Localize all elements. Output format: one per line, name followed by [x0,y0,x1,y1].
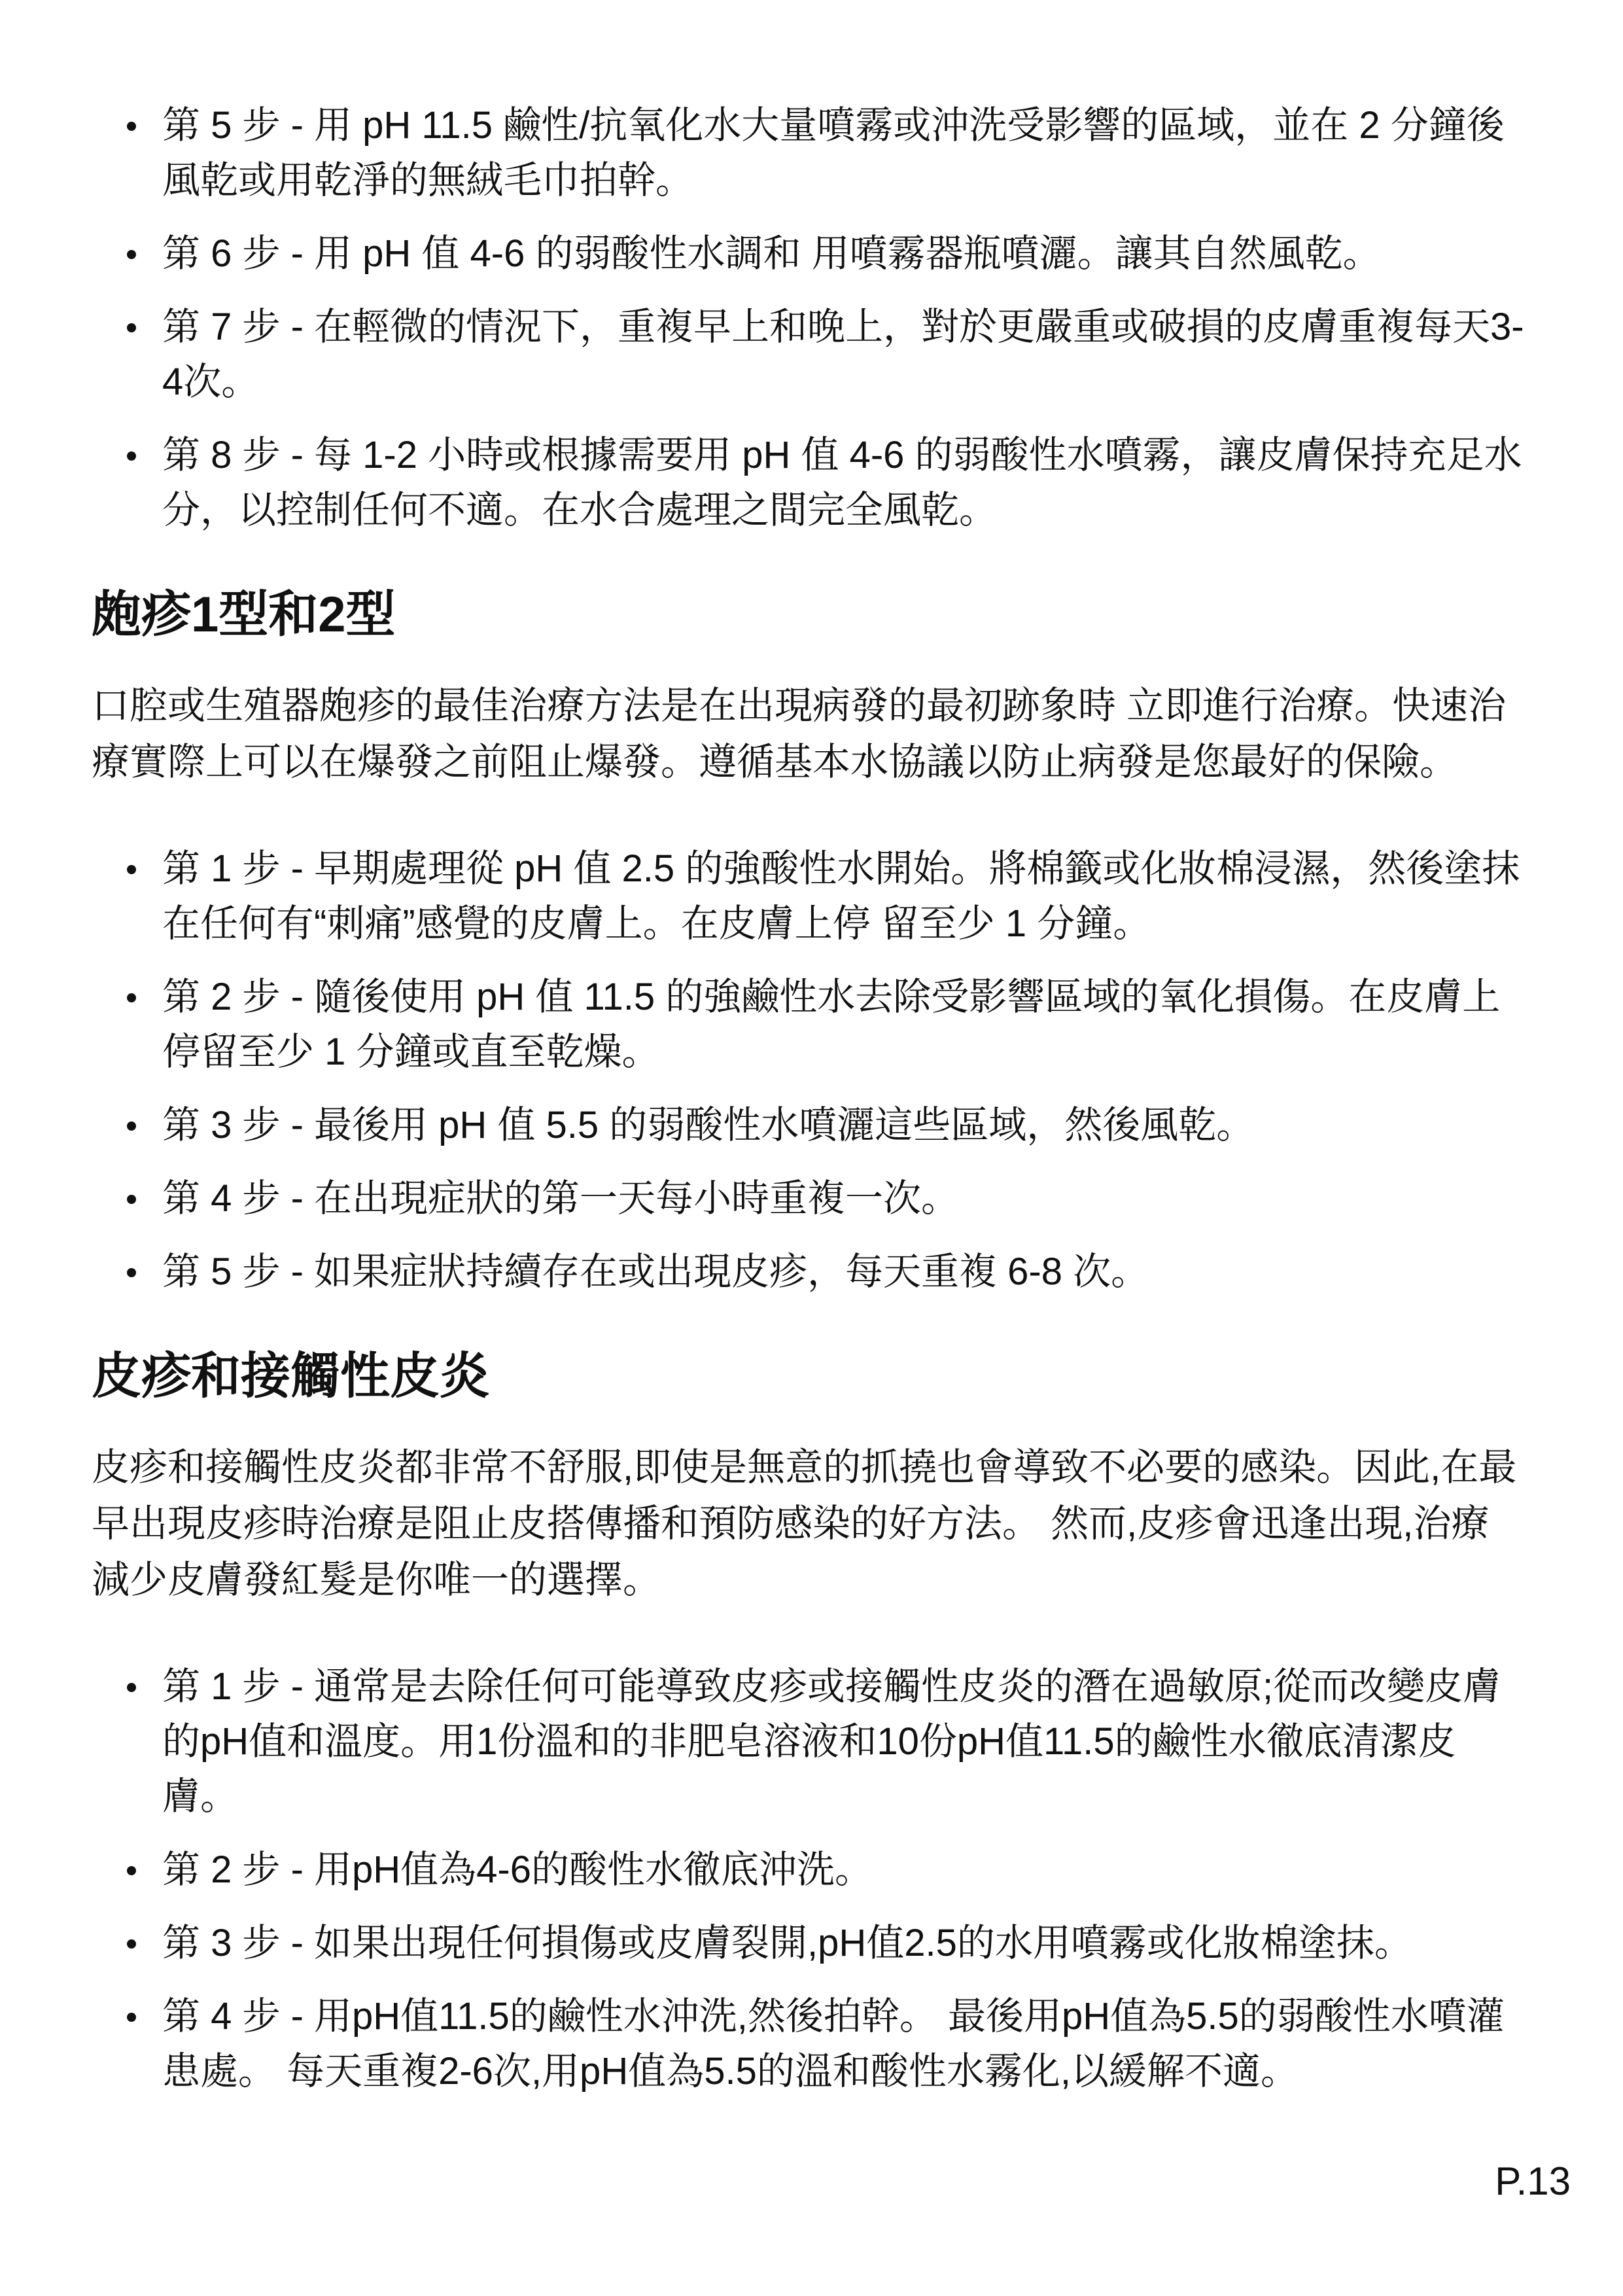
continued-steps-list [92,98,1524,538]
list-item: 第 3 步 - 最後用 pH 值 5.5 的弱酸性水噴灑這些區域，然後風乾。 [92,1098,1524,1153]
list-item: 第 5 步 - 用 pH 11.5 鹼性/抗氧化水大量噴霧或沖洗受影響的區域，並在 2 分鐘後風乾或用乾淨的無絨毛巾拍幹。 [92,98,1524,208]
herpes-steps-list [92,841,1524,1299]
list-item: 第 2 步 - 用pH值為4-6的酸性水徹底沖洗。 [92,1843,1524,1898]
herpes-section-title: 皰疹1型和2型 [92,587,396,643]
list-item: 第 1 步 - 早期處理從 pH 值 2.5 的強酸性水開始。將棉籤或化妝棉浸濕，然後塗抹在任何有“刺痛”感覺的皮膚上。在皮膚上停 留至少 1 分鐘。 [92,841,1524,951]
list-item: 第 4 步 - 用pH值11.5的鹼性水沖洗,然後拍幹。 最後用pH值為5.5的弱酸性水噴灌患處。 每天重複2-6次,用pH值為5.5的溫和酸性水霧化,以緩解不適。 [92,1989,1524,2099]
page-number: P.13 [1495,2159,1571,2203]
rash-section-title: 皮疹和接觸性皮炎 [92,1349,489,1404]
list-item: 第 1 步 - 通常是去除任何可能導致皮疹或接觸性皮炎的潛在過敏原;從而改變皮膚的pH值和溫度。用1份溫和的非肥皂溶液和10份pH值11.5的鹼性水徹底清潔皮膚。 [92,1659,1524,1824]
list-item: 第 6 步 - 用 pH 值 4-6 的弱酸性水調和 用噴霧器瓶噴灑。讓其自然風乾。 [92,226,1524,281]
list-item: 第 4 步 - 在出現症狀的第一天每小時重複一次。 [92,1171,1524,1226]
rash-steps-list [92,1659,1524,2099]
list-item: 第 3 步 - 如果出現任何損傷或皮膚裂開,pH值2.5的水用噴霧或化妝棉塗抹。 [92,1916,1524,1971]
list-item: 第 2 步 - 隨後使用 pH 值 11.5 的強鹼性水去除受影響區域的氧化損傷。在皮膚上停留至少 1 分鐘或直至乾燥。 [92,970,1524,1080]
list-item: 第 8 步 - 每 1-2 小時或根據需要用 pH 值 4-6 的弱酸性水噴霧，讓皮膚保持充足水分，以控制任何不適。在水合處理之間完全風乾。 [92,428,1524,538]
herpes-intro-paragraph: 口腔或生殖器皰疹的最佳治療方法是在出現病發的最初跡象時 立即進行治療。快速治療實際上可以在爆發之前阻止爆發。遵循基本水協議以防止病發是您最好的保險。 [92,684,1507,783]
rash-intro-paragraph: 皮疹和接觸性皮炎都非常不舒服,即使是無意的抓撓也會導致不必要的感染。因此,在最早出現皮疹時治療是阻止皮搭傳播和預防感染的好方法。 然而,皮疹會迅逢出現,治療減少皮膚發紅髮是你唯一的選擇。 [92,1446,1517,1601]
document-page [92,98,1524,2117]
list-item: 第 5 步 - 如果症狀持續存在或出現皮疹，每天重複 6-8 次。 [92,1245,1524,1299]
list-item: 第 7 步 - 在輕微的情況下，重複早上和晚上，對於更嚴重或破損的皮膚重複每天3-4次。 [92,300,1524,410]
